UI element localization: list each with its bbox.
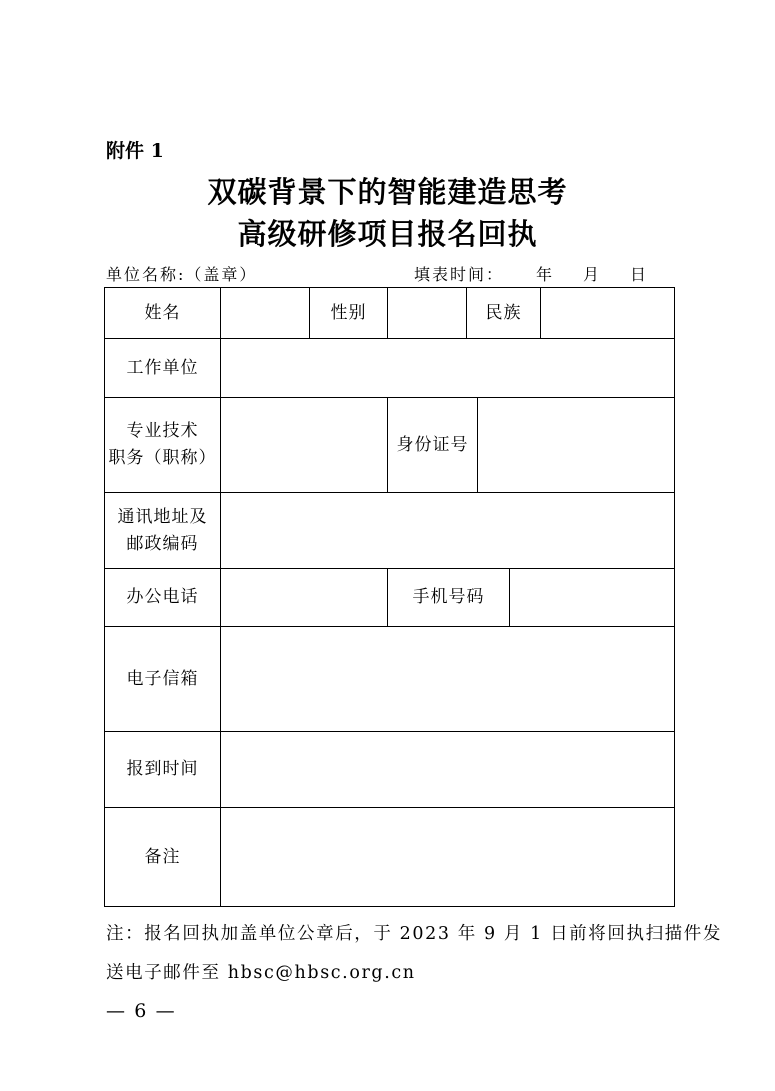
label-id-number: 身份证号 <box>387 397 478 493</box>
unit-label: 单位名称:（盖章） <box>106 265 258 284</box>
label-office-phone: 办公电话 <box>104 568 221 627</box>
label-work-unit: 工作单位 <box>104 338 221 398</box>
month-label: 月 <box>583 265 602 284</box>
label-address <box>104 492 221 569</box>
label-email: 电子信箱 <box>104 626 221 732</box>
office-phone-field[interactable] <box>220 568 388 627</box>
name-field[interactable] <box>220 287 310 339</box>
professional-title-field[interactable] <box>220 397 388 493</box>
label-title-line2: 职务（职称） <box>108 448 217 468</box>
page-title-line2: 高级研修项目报名回执 <box>237 217 538 251</box>
date-label: 填表时间： <box>414 265 505 284</box>
email-field[interactable] <box>220 626 675 732</box>
label-report-time: 报到时间 <box>104 731 221 808</box>
label-ethnicity: 民族 <box>466 287 541 339</box>
note-line2: 送电子邮件至 hbsc@hbsc.org.cn <box>106 963 416 983</box>
mobile-field[interactable] <box>509 568 675 627</box>
page-title-line1: 双碳背景下的智能建造思考 <box>207 175 568 209</box>
label-mobile: 手机号码 <box>387 568 510 627</box>
ethnicity-field[interactable] <box>540 287 675 339</box>
report-time-field[interactable] <box>220 731 675 808</box>
page-number: — 6 — <box>106 1000 177 1022</box>
label-gender: 性别 <box>309 287 388 339</box>
id-number-field[interactable] <box>477 397 675 493</box>
note-line1: 注：报名回执加盖单位公章后，于 2023 年 9 月 1 日前将回执扫描件发 <box>106 924 722 944</box>
day-label: 日 <box>630 265 649 284</box>
label-address-line1: 通讯地址及 <box>117 506 208 527</box>
remarks-field[interactable] <box>220 807 675 907</box>
attachment-label: 附件 1 <box>106 140 164 162</box>
gender-field[interactable] <box>387 287 467 339</box>
label-professional-title <box>104 397 221 493</box>
work-unit-field[interactable] <box>220 338 675 398</box>
address-field[interactable] <box>220 492 675 569</box>
label-address-line2: 邮政编码 <box>126 533 199 554</box>
label-title-line1: 专业技术 <box>126 421 199 441</box>
label-name: 姓名 <box>104 287 221 339</box>
year-label: 年 <box>536 265 555 284</box>
label-remarks: 备注 <box>104 807 221 907</box>
